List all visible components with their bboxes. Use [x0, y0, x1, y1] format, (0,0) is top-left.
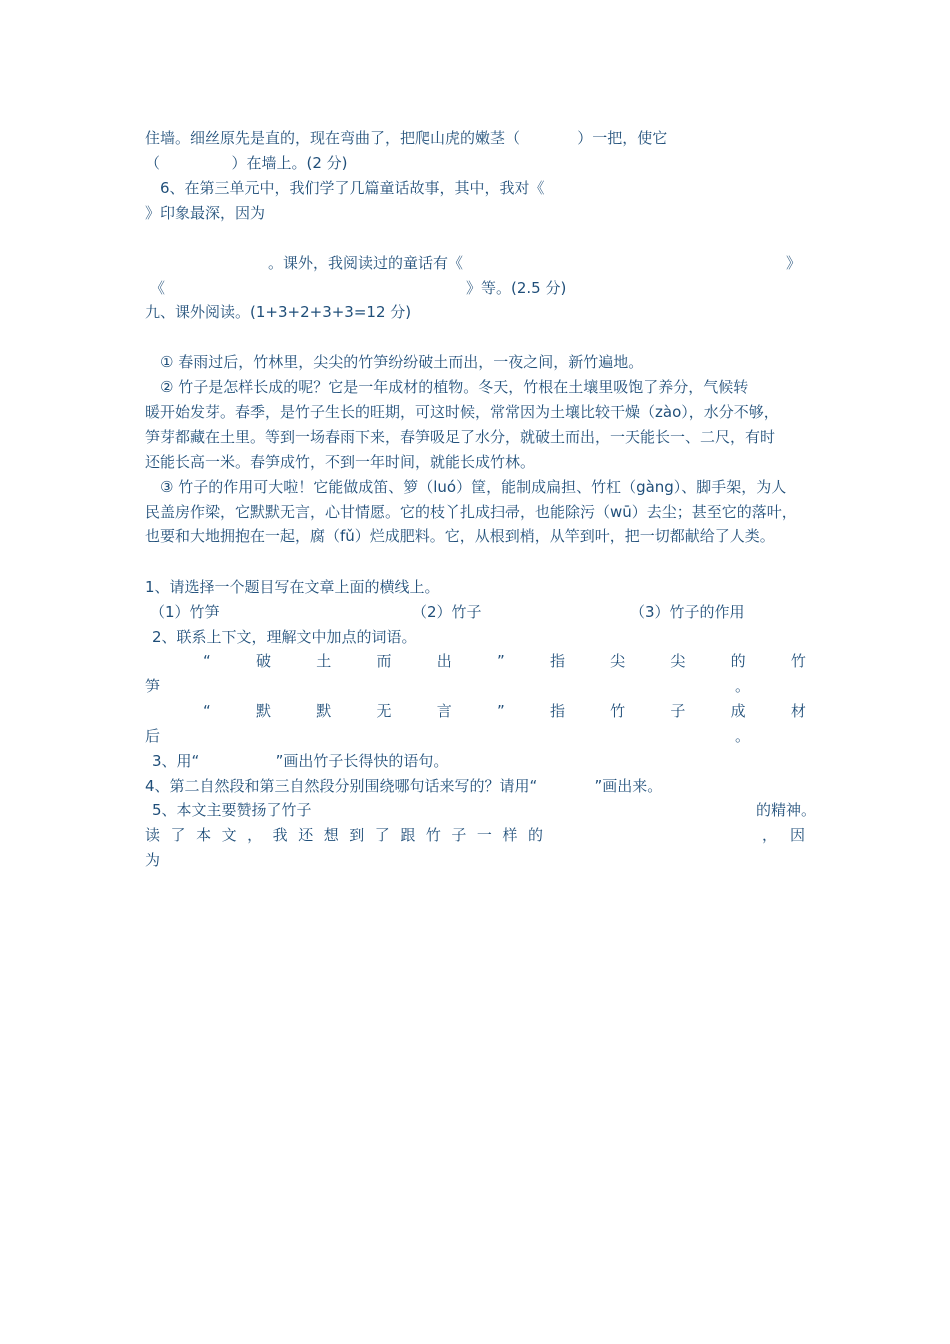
text-line: 住墙。细丝原先是直的，现在弯曲了，把爬山虎的嫩茎（ ）一把，使它 — [145, 129, 668, 147]
char: 指 — [549, 652, 565, 670]
char: ， — [247, 826, 263, 844]
char: 无 — [376, 702, 392, 720]
section-heading: 九、课外阅读。(1+3+2+3+3=12 分) — [145, 303, 412, 321]
text-line: 因 — [790, 826, 806, 844]
char: “ — [203, 702, 211, 720]
question-3: 3、用“ ”画出竹子长得快的语句。 — [152, 752, 449, 770]
text-line: 后 — [145, 727, 161, 745]
char: 本 — [196, 826, 212, 844]
char: 一 — [476, 826, 492, 844]
text-line: 。课外，我阅读过的童话有《 — [268, 254, 464, 272]
paragraph-1: ① 春雨过后，竹林里，尖尖的竹笋纷纷破土而出，一夜之间，新竹遍地。 — [160, 353, 644, 371]
char: 默 — [316, 702, 332, 720]
paragraph-3-line: 民盖房作梁，它默默无言，心甘情愿。它的枝丫扎成扫帚，也能除污（wū）去尘；甚至它的落叶， — [145, 503, 797, 521]
char: 竹 — [425, 826, 441, 844]
char: 竹 — [790, 652, 806, 670]
char: 想 — [323, 826, 339, 844]
char: 的 — [730, 652, 746, 670]
paragraph-2-line: ② 竹子是怎样长成的呢？它是一年成材的植物。冬天，竹根在土壤里吸饱了养分，气候转 — [160, 378, 749, 396]
char: 指 — [549, 702, 565, 720]
char: 而 — [376, 652, 392, 670]
char: 子 — [451, 826, 467, 844]
text-line: 《 — [150, 279, 166, 297]
question-2b-line — [203, 701, 806, 721]
char: 尖 — [610, 652, 626, 670]
text-line: （ ）在墙上。(2 分) — [145, 154, 348, 172]
char: 样 — [502, 826, 518, 844]
question-6-line: 6、在第三单元中，我们学了几篇童话故事，其中，我对《 — [160, 179, 545, 197]
option-2: （2）竹子 — [412, 603, 482, 621]
char: 默 — [256, 702, 272, 720]
char: 竹 — [610, 702, 626, 720]
char: 子 — [670, 702, 686, 720]
char: “ — [203, 652, 211, 670]
paragraph-3-line: ③ 竹子的作用可大啦！它能做成笛、箩（luó）筐，能制成扁担、竹杠（gàng）、脚手架，为人 — [160, 478, 787, 496]
char: 到 — [349, 826, 365, 844]
char: ” — [496, 702, 505, 720]
paragraph-2-line: 笋芽都藏在土里。等到一场春雨下来，春笋吸足了水分，就破土而出，一天能长一、二尺，有时 — [145, 428, 776, 446]
char: 言 — [436, 702, 452, 720]
option-3: （3）竹子的作用 — [630, 603, 745, 621]
paragraph-2-line: 暖开始发芽。春季，是竹子生长的旺期，可这时候，常常因为土壤比较干燥（zào），水分不够， — [145, 403, 779, 421]
char: 了 — [374, 826, 390, 844]
question-5-line — [145, 825, 543, 845]
text-line: 为 — [145, 851, 161, 869]
paragraph-2-line: 还能长高一米。春笋成竹，不到一年时间，就能长成竹林。 — [145, 453, 536, 471]
text-line: 。 — [735, 677, 751, 695]
char: ” — [496, 652, 505, 670]
char: 还 — [298, 826, 314, 844]
text-line: 。 — [735, 727, 751, 745]
text-line: 的精神。 — [756, 801, 817, 819]
question-2: 2、联系上下文，理解文中加点的词语。 — [152, 628, 417, 646]
char: 了 — [170, 826, 186, 844]
text-line: 》印象最深，因为 — [145, 204, 266, 222]
char: 我 — [272, 826, 288, 844]
char: 土 — [316, 652, 332, 670]
char: 读 — [145, 826, 161, 844]
text-line: 》 — [786, 254, 802, 272]
question-4: 4、第二自然段和第三自然段分别围绕哪句话来写的？请用“ ”画出来。 — [145, 777, 663, 795]
char: 材 — [790, 702, 806, 720]
question-5: 5、本文主要赞扬了竹子 — [152, 801, 312, 819]
text-line: 》等。(2.5 分) — [466, 279, 567, 297]
option-1: （1）竹笋 — [150, 603, 220, 621]
paragraph-3-line: 也要和大地拥抱在一起，腐（fǔ）烂成肥料。它，从根到梢，从竿到叶，把一切都献给了人类。 — [145, 527, 775, 545]
question-2a-line — [203, 651, 806, 671]
text-line: 笋 — [145, 677, 161, 695]
char: 尖 — [670, 652, 686, 670]
char: 文 — [221, 826, 237, 844]
question-1: 1、请选择一个题目写在文章上面的横线上。 — [145, 578, 440, 596]
char: 跟 — [400, 826, 416, 844]
char: 成 — [730, 702, 746, 720]
text-line: ， — [762, 826, 778, 844]
char: 破 — [256, 652, 272, 670]
char: 出 — [436, 652, 452, 670]
char: 的 — [527, 826, 543, 844]
